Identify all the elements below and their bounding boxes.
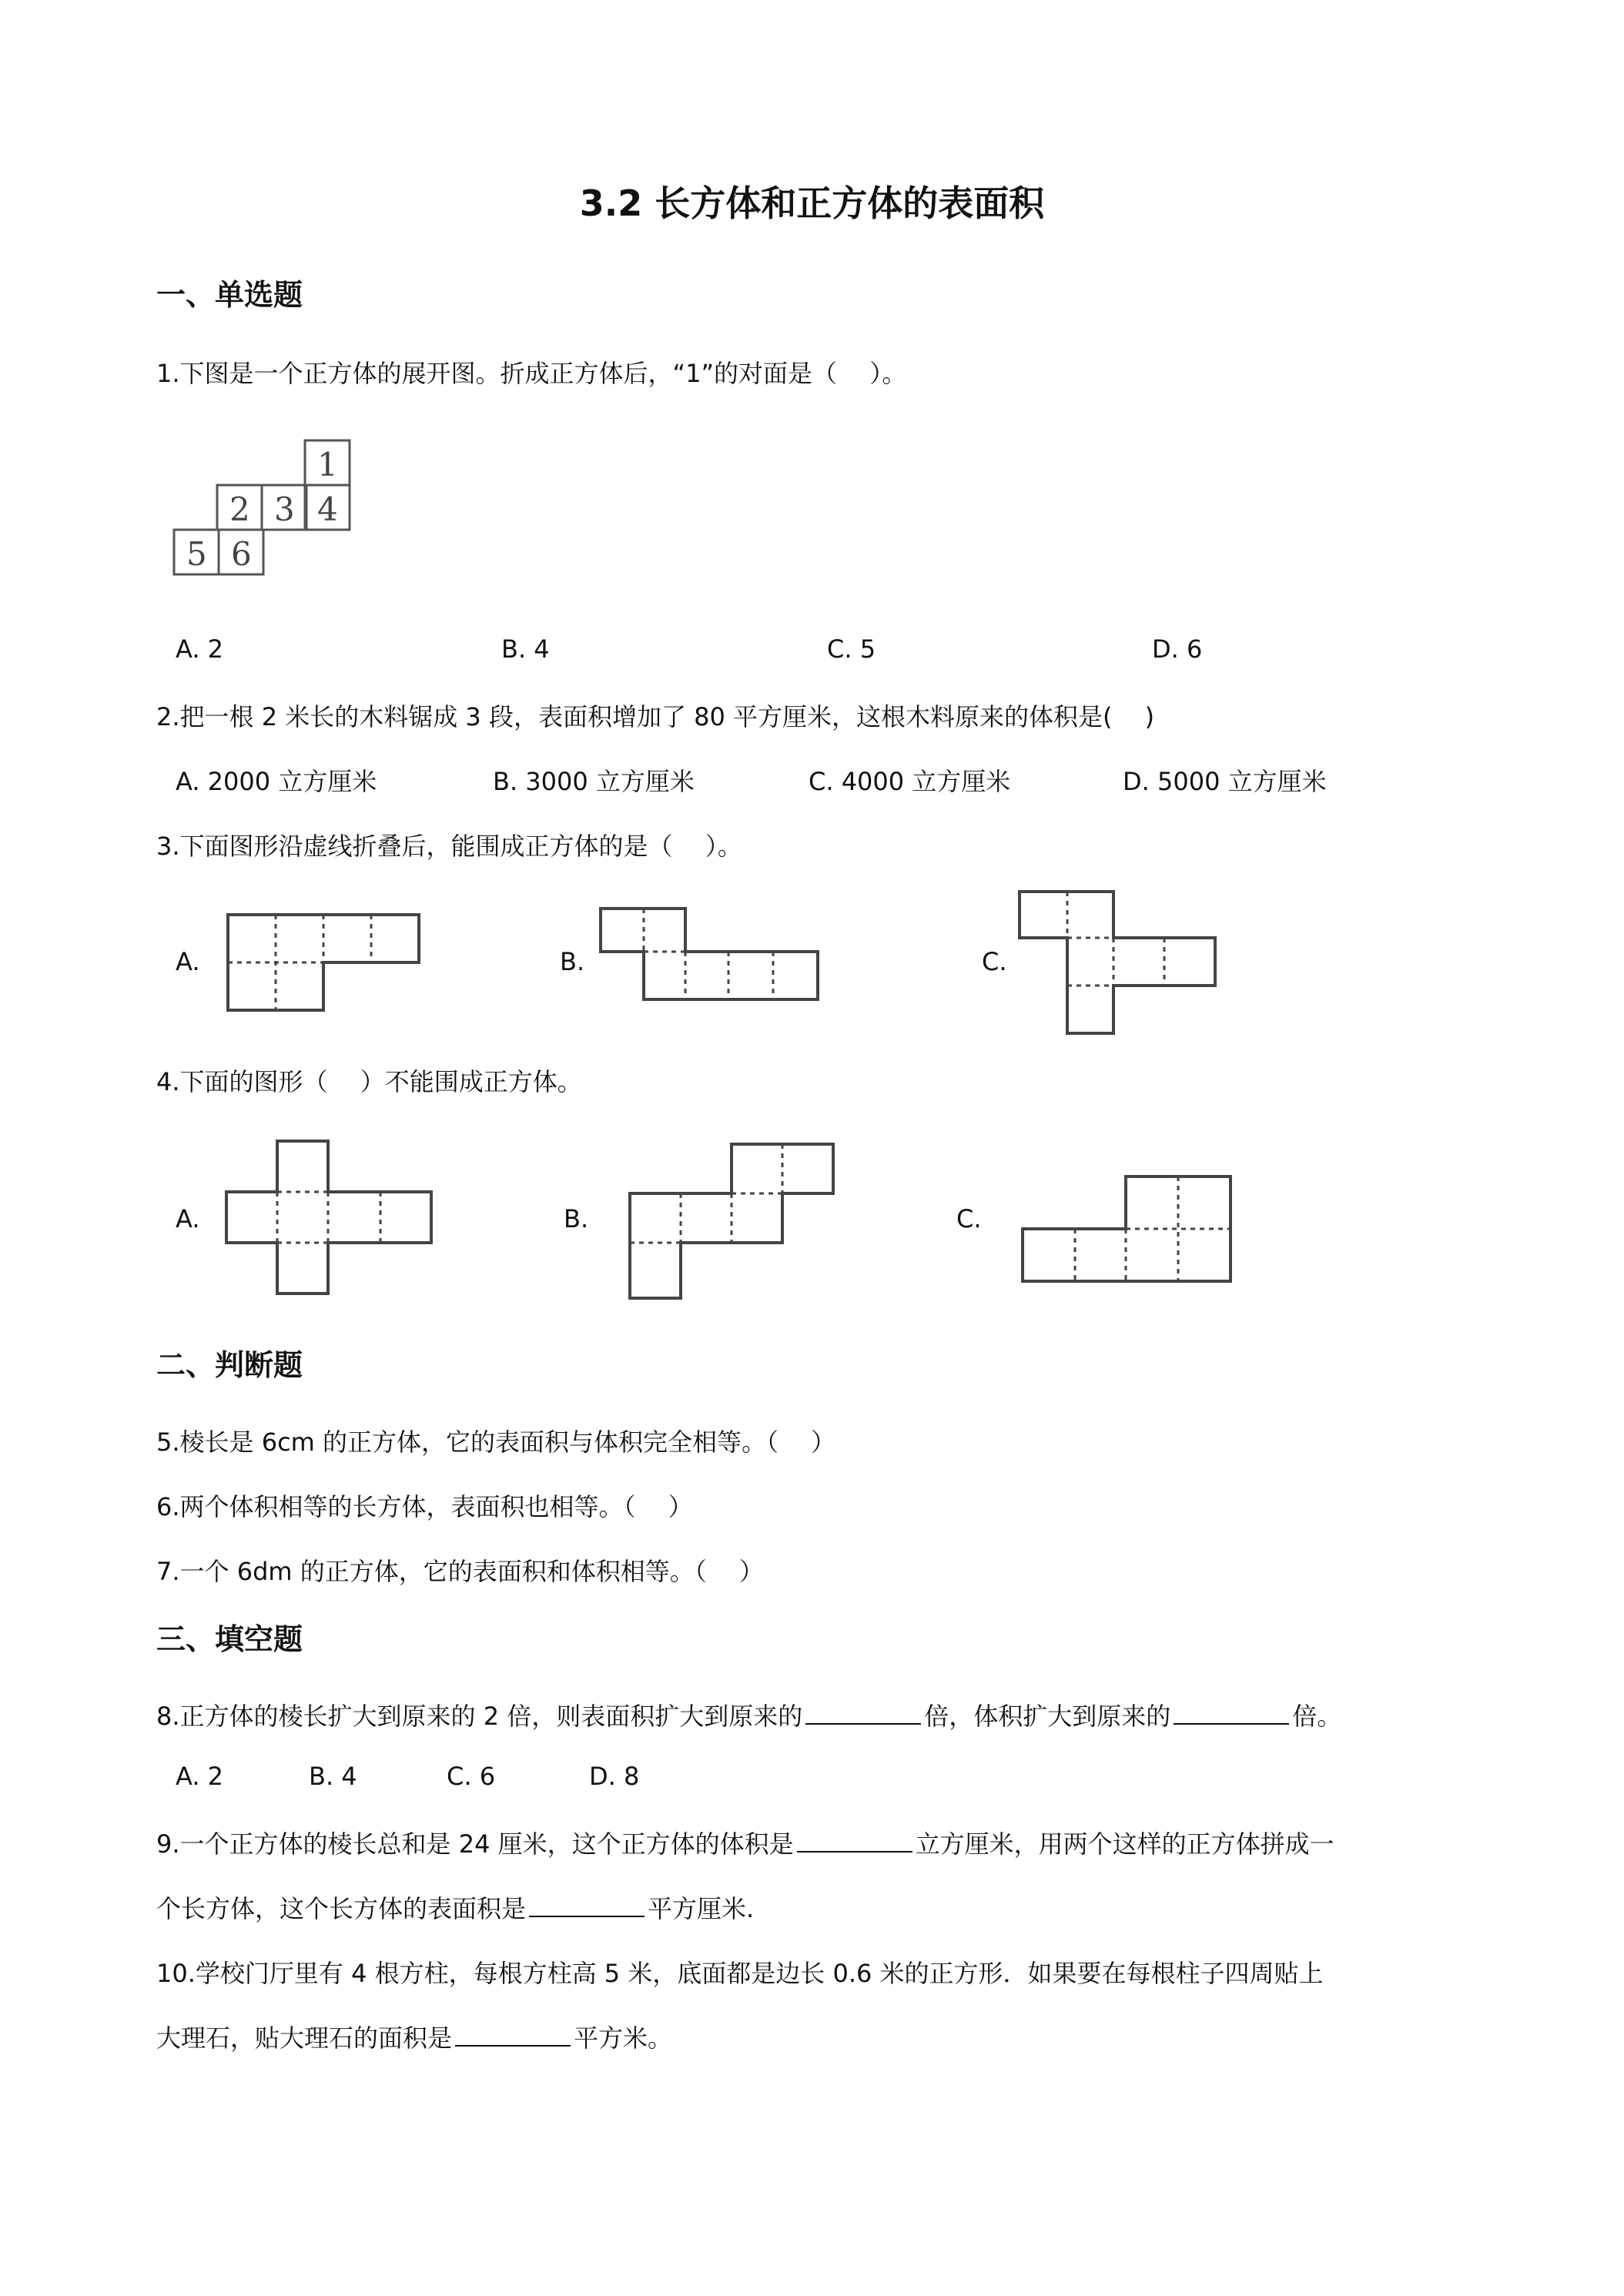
- net-digit-2: 2: [229, 490, 250, 528]
- section-heading-true-false: 二、判断题: [156, 1348, 303, 1382]
- net-digit-4: 4: [317, 490, 338, 528]
- q8-option-d[interactable]: D. 8: [589, 1762, 640, 1791]
- question-10-line-1: 10.学校门厅里有 4 根方柱，每根方柱高 5 米，底面都是边长 0.6 米的正方形．如果要在每根柱子四周贴上: [156, 1959, 1324, 1988]
- net-digit-3: 3: [274, 490, 295, 528]
- q8-blank-2[interactable]: [1174, 1700, 1289, 1725]
- page-title: 3.2 长方体和正方体的表面积: [579, 182, 1045, 224]
- question-2-text: 2.把一根 2 米长的木料锯成 3 段，表面积增加了 80 平方厘米，这根木料原来的体积是( ): [156, 702, 1155, 731]
- q2-option-d[interactable]: D. 5000 立方厘米: [1123, 767, 1327, 796]
- q4-label-a[interactable]: A.: [176, 1204, 200, 1233]
- q9-part2: 立方厘米，用两个这样的正方体拼成一: [915, 1829, 1334, 1859]
- q8-part1: 8.正方体的棱长扩大到原来的 2 倍，则表面积扩大到原来的: [156, 1702, 803, 1731]
- q1-option-c[interactable]: C. 5: [827, 634, 876, 664]
- q9-line2b: 平方厘米.: [648, 1894, 755, 1923]
- section-heading-single-choice: 一、单选题: [156, 278, 303, 312]
- q9-line2a: 个长方体，这个长方体的表面积是: [156, 1894, 527, 1923]
- q10-blank[interactable]: [455, 2022, 571, 2047]
- question-1-text: 1.下图是一个正方体的展开图。折成正方体后，“1”的对面是（ ）。: [156, 359, 907, 388]
- q9-blank-2[interactable]: [529, 1893, 645, 1917]
- question-4-text: 4.下面的图形（ ）不能围成正方体。: [156, 1067, 582, 1096]
- q10-line2a: 大理石，贴大理石的面积是: [156, 2023, 453, 2053]
- q1-option-a[interactable]: A. 2: [176, 634, 224, 664]
- q8-part2: 倍，体积扩大到原来的: [924, 1702, 1171, 1731]
- q3-label-a[interactable]: A.: [176, 947, 200, 976]
- question-3-text: 3.下面图形沿虚线折叠后，能围成正方体的是（ ）。: [156, 832, 742, 861]
- question-9-line-2: [156, 1889, 754, 1925]
- question-10-line-2: [156, 2019, 672, 2054]
- q2-option-b[interactable]: B. 3000 立方厘米: [493, 767, 695, 796]
- q4-label-b[interactable]: B.: [564, 1204, 589, 1233]
- question-5-text: 5.棱长是 6cm 的正方体，它的表面积与体积完全相等。（ ）: [156, 1427, 836, 1457]
- q1-option-b[interactable]: B. 4: [501, 634, 550, 664]
- question-6-text: 6.两个体积相等的长方体，表面积也相等。（ ）: [156, 1492, 693, 1521]
- q4-label-c[interactable]: C.: [956, 1204, 982, 1233]
- q1-option-d[interactable]: D. 6: [1152, 634, 1203, 664]
- question-9-line-1: [156, 1825, 1334, 1860]
- q8-option-a[interactable]: A. 2: [176, 1762, 224, 1791]
- question-8-text: [156, 1697, 1341, 1732]
- q3-label-c[interactable]: C.: [982, 947, 1007, 976]
- q4-net-c: [0, 0, 1, 1]
- question-7-text: 7.一个 6dm 的正方体，它的表面积和体积相等。（ ）: [156, 1557, 764, 1586]
- net-digit-1: 1: [317, 446, 338, 484]
- q2-option-a[interactable]: A. 2000 立方厘米: [176, 767, 377, 796]
- q8-blank-1[interactable]: [805, 1700, 921, 1725]
- q8-part3: 倍。: [1292, 1702, 1342, 1731]
- q9-part1: 9.一个正方体的棱长总和是 24 厘米，这个正方体的体积是: [156, 1829, 794, 1859]
- q8-option-c[interactable]: C. 6: [447, 1762, 496, 1791]
- q2-option-c[interactable]: C. 4000 立方厘米: [809, 767, 1011, 796]
- section-heading-fill-blank: 三、填空题: [156, 1622, 303, 1656]
- net-digit-5: 5: [186, 535, 207, 573]
- q3-label-b[interactable]: B.: [560, 947, 585, 976]
- q8-option-b[interactable]: B. 4: [309, 1762, 357, 1791]
- q10-line2b: 平方米。: [574, 2023, 673, 2053]
- net-digit-6: 6: [231, 535, 252, 573]
- q9-blank-1[interactable]: [797, 1828, 912, 1853]
